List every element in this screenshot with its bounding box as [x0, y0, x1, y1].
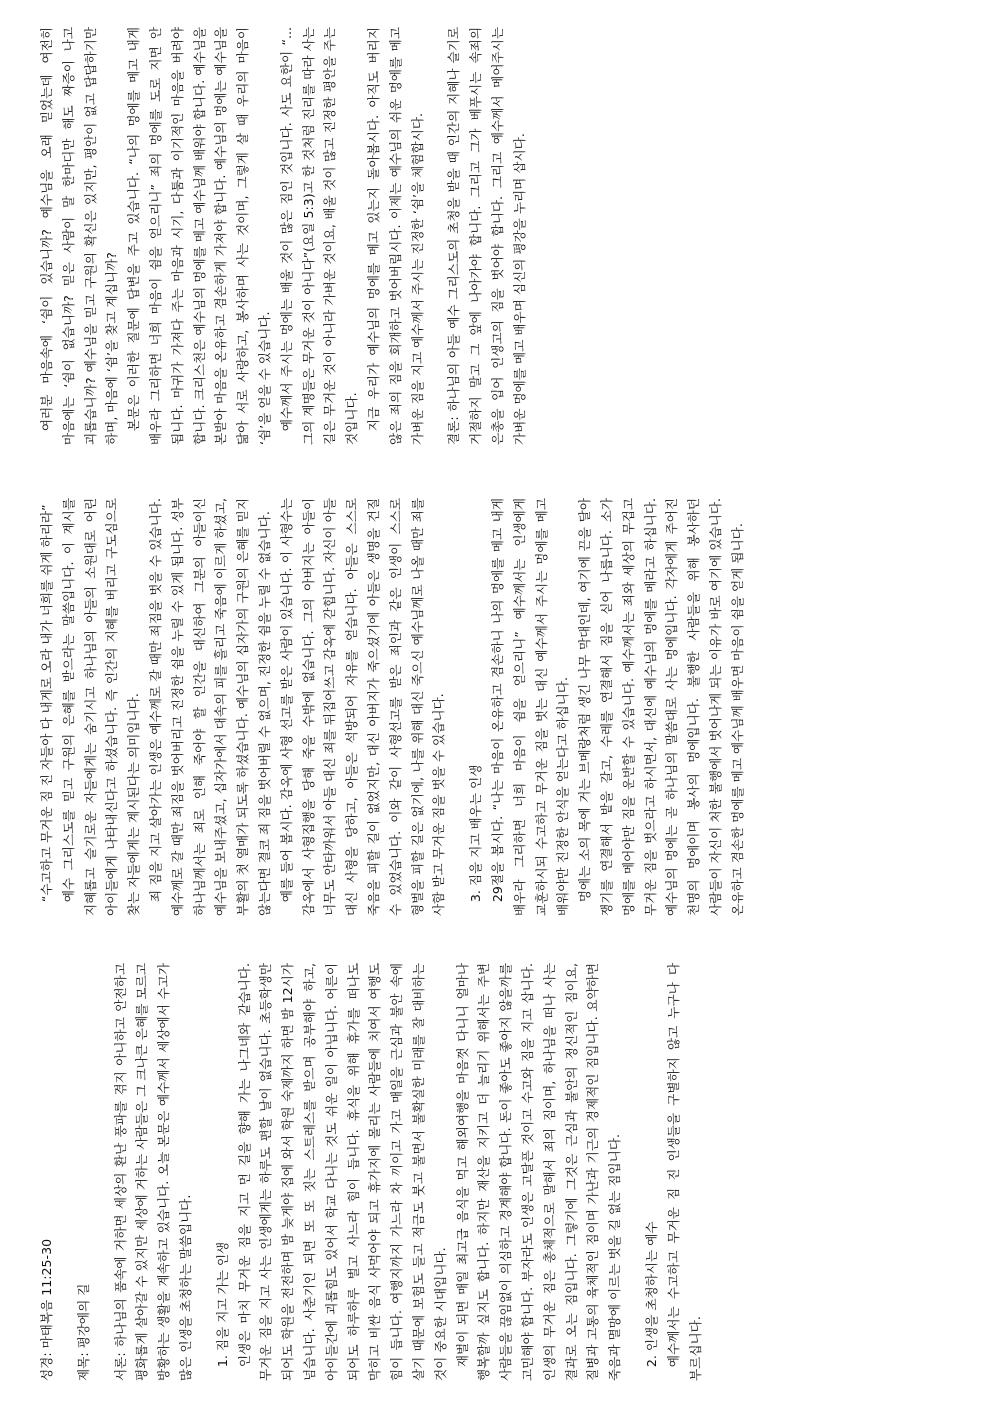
section-2-paragraph-2: 예수 그리스도를 믿고 구원의 은혜를 받으라는 말씀입니다. 이 계시를 지혜롭고 슬기로운 자들에게는 숨기시고 하나님의 아들의 소원대로 어린 아이들에게 나타내신다고 하셨습니다. 즉 인간의 지혜를 버리고 구도심으로 찾는 자들에게는 계시된다는 의미입니다. — [60, 498, 142, 916]
section-3-paragraph-3: 여러분 마음속에 ‘쉼이 있습니까? 예수님을 오래 믿었는데 여전히 마음에는 ‘쉼이 없습니까? 믿은 사람이 말 한마디만 해도 짜증이 나고 괴롭습니까? 예수님을 믿고 구원의 확신은 있지만, 평안이 없고 답답하기만 하며, 마음에 ‘쉼’을 찾고 계십니까? — [39, 27, 120, 445]
section-3-paragraph-1: 29절을 봅시다. “나는 마음이 온유하고 겸손하니 나의 멍에를 메고 내게 배우라 그리하면 너희 마음이 쉼을 얻으리니” 예수께서는 인생에게 교훈하시되 수고하고 무거운 짐을 벗는 대신 예수께서 주시는 멍에를 메고 배워야만 진정한 안식을 얻는다고 하십니다. — [489, 498, 571, 916]
invitation-quote: “수고하고 무거운 짐 진 자들아 다 내게로 오라 내가 너희를 쉬게 하리라” — [39, 504, 54, 903]
section-2-paragraph-3: 죄 짐을 지고 살아가는 인생은 예수께로 갈 때만 죄짐을 벗을 수 있습니다. 예수께로 갈 때만 죄짐을 벗어버리고 진정한 쉼을 누릴 수 있게 됩니다. 성부 하나님께서는 죄로 인해 죽어야 할 인간을 대신하여 그분의 아들이신 예수님을 보내주셨고, 십자가에서 대속의 피를 흘리고 죽음에 이르게 하셨고, 부활의 첫 열매가 되도록 하셨습니다. 예수님의 십자가의 구원의 은혜를 믿지 않는다면 결코 죄 짐을 벗어버릴 수 없으며, 진정한 쉼을 누릴 수 없습니다. — [147, 498, 272, 916]
introduction-paragraph: 서론: 하나님의 품속에 거하면 세상의 환난 풍파를 겪지 아니하고 안전하고 평화롭게 살아갈 수 있지만 세상에 거하는 사람들은 그 크나큰 은혜를 모르고 방황하는 생활을 계속하고 있습니다. 오늘 본문은 예수께서 세상에서 수고가 많은 인생을 초청하는 말씀입니다. — [112, 963, 193, 1381]
section-1-paragraph-1: 인생은 마치 무거운 짐을 지고 먼 길을 향해 가는 나그네와 같습니다. 무거운 짐을 지고 사는 인생에게는 하루도 편할 날이 없습니다. 초등학생만 되어도 학원을 전전하며 밤 늦게야 집에 와서 학원 숙제까지 하면 밤 12시가 넘습니다. 사춘기인 되면 또 또 짓는 스트레스를 받으며 공부해야 하고, 아이들간에 괴롭힘도 있어서 학교 다니는 것도 쉬운 일이 아닙니다. 어른이 되어도 하루하루 벌고 사느라 힘이 듭니다. 휴식을 위해 휴가를 떠나도 막히고 비싼 음식 사먹어야 되고 휴가지에 몰리는 사람들에 치여서 여행도 힘이 듭니다. 여행지까지 가느라 차 끼이고 가고 매일을 근심과 불안 속에 살기 때문에 보험도 들고 적금도 붓고 불면서 불확실한 미래를 잘 대비하는 것이 중요한 시대입니다. — [236, 963, 448, 1381]
section-2-heading: 2. 인생을 초청하시는 예수 — [643, 1221, 659, 1368]
scripture-reference: 성경: 마태복음 11:25-30 — [39, 1238, 54, 1381]
conclusion-paragraph: 결론: 하나님의 아들 예수 그리스도의 초청을 받을 때 인간의 지혜나 슬기로 거절하지 말고 그 앞에 나아가야 합니다. 그리고 그가 베푸시는 속죄의 은총을 입어 인생고의 짐을 벗어야 합니다. 그리고 예수께서 메어주시는 가벼운 멍에를 메고 배우며 심신의 평강을 누리며 삽시다. — [446, 27, 527, 445]
section-3-paragraph-2: 멍에는 소의 목에 거는 브메랑처럼 생긴 나무 막대인데, 여기에 끈을 달아 쟁기를 연결해서 밭을 갈고, 수레를 연결해서 짐을 싣어 나릅니다. 소가 멍에를 메어야만 짐을 운반할 수 있습니다. 예수께서는 죄와 세상의 무겁고 무거운 짐을 벗으라고 하시면서, 대신에 예수님의 멍에를 메라고 하십니다. 예수님의 멍에는 곧 하나님의 말씀대로 사는 멍에입니다. 각자에게 주어진 천명의 멍에이며 봉사의 멍에입니다. 불행한 사람들을 위해 봉사하던 사람들이 자신이 처한 불행에서 벗어나게 되는 이유가 바로 여기에 있습니다. 온유하고 겸손한 멍에를 메고 예수님께 배우면 마음이 쉼을 얻게 됩니다. — [577, 498, 745, 916]
text-column-middle — [36, 498, 749, 916]
section-3-paragraph-5: 예수께서 주시는 멍에는 배울 것이 많은 짐인 것입니다. 사도 요한이 “... 그의 계명들은 무거운 것이 아니다”(요일 5:3)고 한 것처럼 진리를 따라 사는 길은 무거운 것이 아니라 가벼운 것이요, 배울 것이 많고 진정한 평안을 주는 것입니다. — [278, 27, 360, 445]
text-column-right — [36, 27, 531, 445]
section-3-heading: 3. 짐을 지고 배우는 인생 — [468, 764, 484, 903]
text-column-left — [36, 963, 706, 1381]
section-3-paragraph-6: 지금 우리가 예수님의 멍에를 메고 있는지 돌아봅시다. 아직도 버리지 않은 죄의 짐을 회개하고 벗어버립시다. 이제는 예수님의 쉬운 멍에를 메고 가벼운 짐을 지고 예수께서 주시는 진정한 ‘쉼’을 체험합시다. — [365, 27, 425, 445]
section-2-paragraph-1: 예수께서는 수고하고 무거운 짐 진 인생들을 구별하지 않고 누구나 다 부르십니다. — [665, 963, 703, 1381]
sermon-title: 제목: 평강에의 길 — [75, 1283, 91, 1381]
section-3-paragraph-4: 본문은 이러한 질문에 답변을 주고 있습니다. “나의 멍에를 메고 내게 배우라 그리하면 너희 마음이 쉼을 얻으리니” 죄의 멍에를 도로 지면 안 됩니다. 마귀가 가져다 주는 마음과 시기, 다툼과 이기적인 마음을 버려야 합니다. 크리스천은 예수님의 멍에를 메고 예수님께 배워야 합니다. 예수님을 본받아 마음을 온유하고 겸손하게 가져야 합니다. 예수님의 멍에는 예수님을 닮아 서로 사랑하고, 봉사하며 사는 것이며, 그렇게 살 때 우리의 마음이 ‘쉼’을 얻을 수 있습니다. — [126, 27, 272, 445]
section-2-paragraph-4: 예를 들어 봅시다. 감옥에 사형 선고를 받은 사람이 있습니다. 이 사형수는 감옥에서 사형집행을 당해 죽을 수밖에 없습니다. 그의 아버지는 아들이 너무도 안타까워서 아들 대신 죄를 뒤집어쓰고 감옥에 갇힙니다. 자신이 아들 대신 사형을 당하고, 아들은 석방되어 자유를 얻습니다. 아들은 스스로 죽음을 피할 길이 없었지만, 대신 아버지가 죽으셨기에 아들은 생명을 건질 수 있었습니다. 이와 같이 사형선고를 받은 죄인과 같은 인생이 스스로 형벌을 피할 길은 없기에, 나를 위해 대신 죽으신 예수님께로 나올 때만 죄를 사함 받고 무거운 짐을 벗을 수 있습니다. — [278, 498, 447, 916]
section-1-paragraph-2: 재벌이 되면 매일 최고급 음식을 먹고 해외여행을 마음껏 다니니 얼마나 행복할까 싶지도 합니다. 하지만 재산을 지키고 더 늘리기 위해서는 주변 사람들을 끊임없이 의심하고 경계해야 합니다. 돈이 좋아도 좋아지 않을까를 고민해야 합니다. 부자라도 인생은 고달픈 것이고 수고와 짐을 지고 삽니다. 인생의 무거운 짐은 총체적으로 말해서 죄의 짐이며, 하나님을 떠나 사는 결과로 오는 짐입니다. 그렇기에 그것은 근심과 불안의 정신적인 짐이요, 질병과 고통의 육체적인 짐이며 가난과 기근의 경제적인 짐입니다. 요약하면 죽음과 멸망에 이르는 벗을 길 없는 짐입니다. — [454, 963, 623, 1381]
section-1-heading: 1. 짐을 지고 가는 인생 — [214, 1241, 230, 1368]
